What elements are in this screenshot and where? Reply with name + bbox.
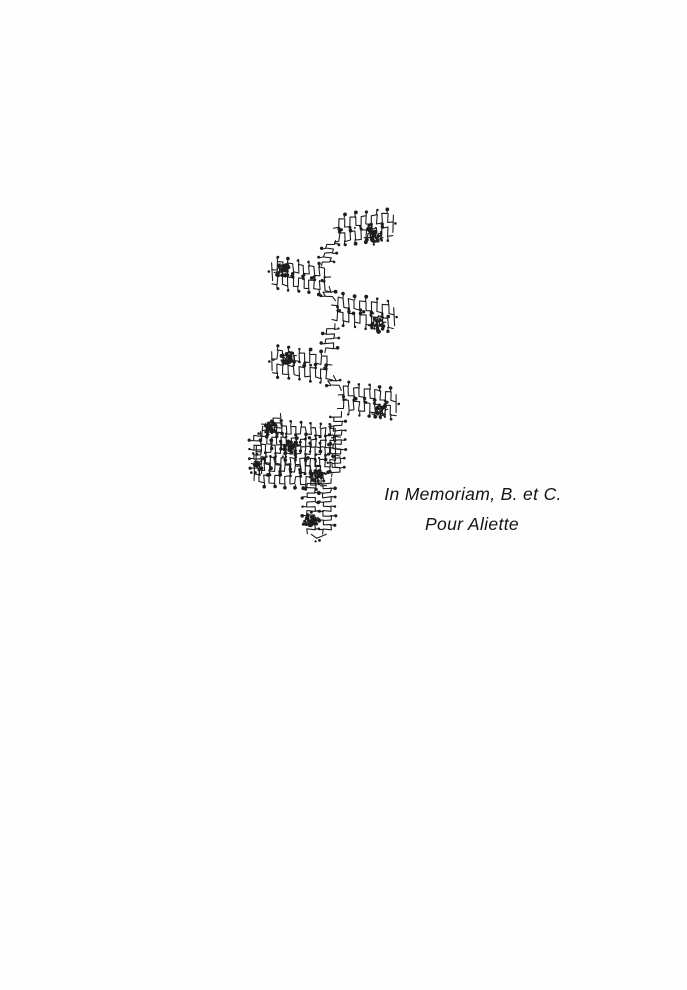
dedication-line-aliette: Pour Aliette: [424, 514, 520, 534]
dedication-line-memoriam: In Memoriam, B. et C.: [384, 484, 562, 504]
